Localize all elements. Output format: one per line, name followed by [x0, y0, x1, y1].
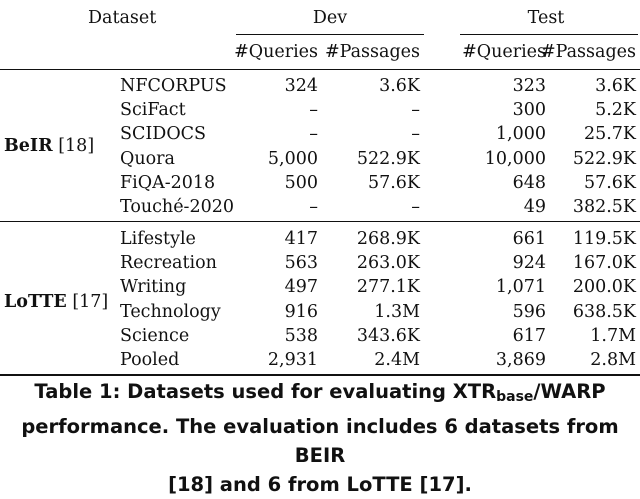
cell-dev-passages: 343.6K: [356, 325, 420, 346]
cell-dataset-name: Quora: [120, 148, 175, 169]
cell-test-queries: 3,869: [495, 350, 546, 370]
cell-test-passages: 25.7K: [583, 124, 636, 145]
cell-dev-passages: 3.6K: [379, 76, 420, 96]
cell-test-passages: 638.5K: [572, 301, 636, 322]
cell-dev-queries: 538: [284, 325, 318, 346]
cell-dev-passages: 2.4M: [374, 350, 420, 370]
cell-test-passages: 2.8M: [590, 350, 636, 370]
cell-dev-queries: 5,000: [267, 148, 318, 169]
bottom-rule: [0, 374, 640, 376]
cell-dev-queries: 563: [284, 253, 318, 274]
cell-test-queries: 300: [512, 100, 546, 121]
cell-test-passages: 167.0K: [572, 253, 636, 274]
cell-test-queries: 1,000: [495, 124, 546, 145]
cell-dev-passages: 522.9K: [356, 148, 420, 169]
header-dataset: Dataset: [88, 8, 157, 28]
cell-dev-queries: 500: [284, 172, 318, 193]
cell-dataset-name: Pooled: [120, 350, 180, 370]
header-dev: Dev: [312, 8, 348, 28]
cell-dataset-name: Technology: [120, 301, 221, 322]
cell-test-queries: 10,000: [484, 148, 546, 169]
cell-dev-queries: 417: [284, 229, 318, 249]
group-label-lotte: LoTTE [17]: [4, 292, 109, 312]
cell-test-passages: 119.5K: [572, 229, 636, 249]
cell-test-queries: 323: [512, 76, 546, 96]
cell-test-passages: 522.9K: [572, 148, 636, 169]
cell-test-queries: 924: [512, 253, 546, 274]
cell-dataset-name: Touché-2020: [120, 197, 234, 217]
cell-dataset-name: FiQA-2018: [120, 172, 216, 193]
cell-test-queries: 661: [512, 229, 546, 249]
cell-dev-passages: 268.9K: [356, 229, 420, 249]
group-rule: [0, 221, 640, 222]
cell-test-passages: 57.6K: [583, 172, 636, 193]
header-test-passages: #Passages: [540, 42, 636, 62]
cell-dev-passages: 57.6K: [367, 172, 420, 193]
cell-test-queries: 617: [512, 325, 546, 346]
cell-test-queries: 596: [512, 301, 546, 322]
cell-test-passages: 1.7M: [590, 325, 636, 346]
header-test: Test: [527, 8, 565, 28]
cell-test-passages: 3.6K: [595, 76, 636, 96]
cell-test-queries: 49: [523, 197, 546, 217]
cell-dev-queries: –: [309, 197, 318, 217]
cell-dev-passages: 277.1K: [356, 277, 420, 298]
cell-test-passages: 382.5K: [572, 197, 636, 217]
cell-test-passages: 5.2K: [595, 100, 636, 121]
cell-dataset-name: Recreation: [120, 253, 217, 274]
header-rule: [0, 69, 640, 70]
cell-dev-passages: –: [411, 100, 420, 121]
cell-dev-queries: –: [309, 100, 318, 121]
cell-dataset-name: Science: [120, 325, 190, 346]
cell-dataset-name: SCIDOCS: [120, 124, 207, 145]
cell-dev-passages: –: [411, 197, 420, 217]
header-test-queries: #Queries: [462, 42, 546, 62]
caption-line-2: performance. The evaluation includes 6 datasets from BEIR: [21, 415, 619, 467]
cell-dev-passages: 1.3M: [374, 301, 420, 322]
cell-dev-queries: 2,931: [267, 350, 318, 370]
cell-dataset-name: SciFact: [120, 100, 186, 121]
cell-test-queries: 648: [512, 172, 546, 193]
cell-dev-queries: 497: [284, 277, 318, 298]
cell-dataset-name: Writing: [120, 277, 187, 298]
cell-dataset-name: Lifestyle: [120, 229, 196, 249]
cell-dev-queries: –: [309, 124, 318, 145]
header-dev-passages: #Passages: [324, 42, 420, 62]
table-caption: [0, 377, 640, 499]
cell-dev-passages: 263.0K: [356, 253, 420, 274]
dev-group-rule: [236, 34, 424, 35]
cell-test-queries: 1,071: [495, 277, 546, 298]
caption-line-1: Table 1: Datasets used for evaluating $XTR_{base}$/WARP: [34, 380, 606, 405]
header-dev-queries: #Queries: [234, 42, 318, 62]
cell-dev-passages: –: [411, 124, 420, 145]
group-label-beir: BeIR [18]: [4, 136, 95, 156]
cell-test-passages: 200.0K: [572, 277, 636, 298]
cell-dev-queries: 324: [284, 76, 318, 96]
test-group-rule: [460, 34, 638, 35]
cell-dev-queries: 916: [284, 301, 318, 322]
cell-dataset-name: NFCORPUS: [120, 76, 227, 96]
caption-line-3: [18] and 6 from LoTTE [17].: [168, 473, 472, 496]
